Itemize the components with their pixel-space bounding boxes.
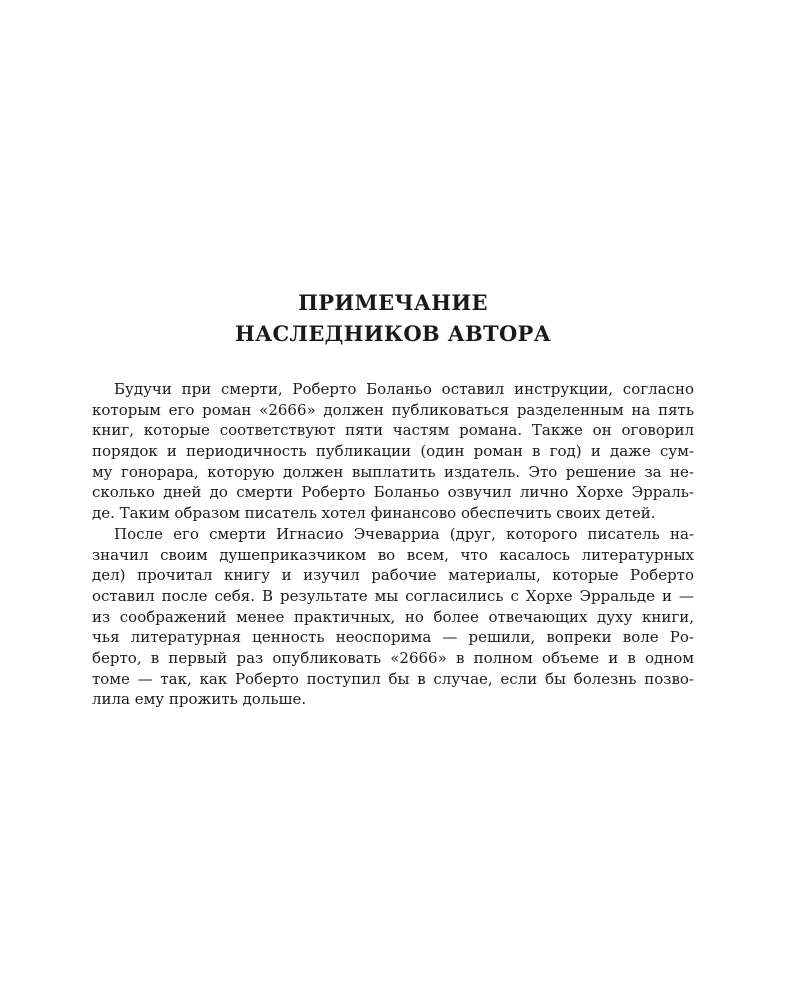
text-line: оставил после себя. В результате мы согласились с Хорхе Эрральде и — [92, 586, 694, 605]
text-line: порядок и периодичность публикации (один роман в год) и даже сум- [92, 442, 694, 461]
text-line: После его смерти Игнасио Эчеварриа (друг, которого писатель на- [114, 524, 694, 543]
text-line: чья литературная ценность неоспорима — решили, вопреки воле Ро- [92, 628, 694, 647]
text-line: которым его роман «2666» должен публиковаться разделенным на пять [92, 400, 694, 419]
text-line: берто, в первый раз опубликовать «2666» в полном объеме и в одном [92, 648, 694, 667]
title-line-2: НАСЛЕДНИКОВ АВТОРА [234, 321, 552, 346]
text-line: сколько дней до смерти Роберто Боланьо озвучил лично Хорхе Эрраль- [92, 483, 694, 502]
page-title [92, 287, 694, 349]
text-line: значил своим душеприказчиком во всем, что касалось литературных [92, 545, 694, 564]
text-line: томе — так, как Роберто поступил бы в случае, если бы болезнь позво- [92, 669, 694, 688]
text-line: из соображений менее практичных, но более отвечающих духу книги, [92, 607, 694, 626]
paragraph-2 [92, 524, 694, 710]
paragraph-1 [92, 379, 694, 524]
text-line: му гонорара, которую должен выплатить издатель. Это решение за не- [92, 462, 694, 481]
document-page [92, 287, 694, 710]
text-line: дел) прочитал книгу и изучил рабочие материалы, которые Роберто [92, 566, 694, 585]
text-line: лила ему прожить дольше. [92, 690, 307, 709]
text-line: де. Таким образом писатель хотел финансово обеспечить своих детей. [92, 504, 656, 523]
text-line: Будучи при смерти, Роберто Боланьо оставил инструкции, согласно [114, 380, 694, 398]
text-line: книг, которые соответствуют пяти частям романа. Также он оговорил [92, 421, 694, 440]
title-line-1: ПРИМЕЧАНИЕ [298, 290, 488, 315]
